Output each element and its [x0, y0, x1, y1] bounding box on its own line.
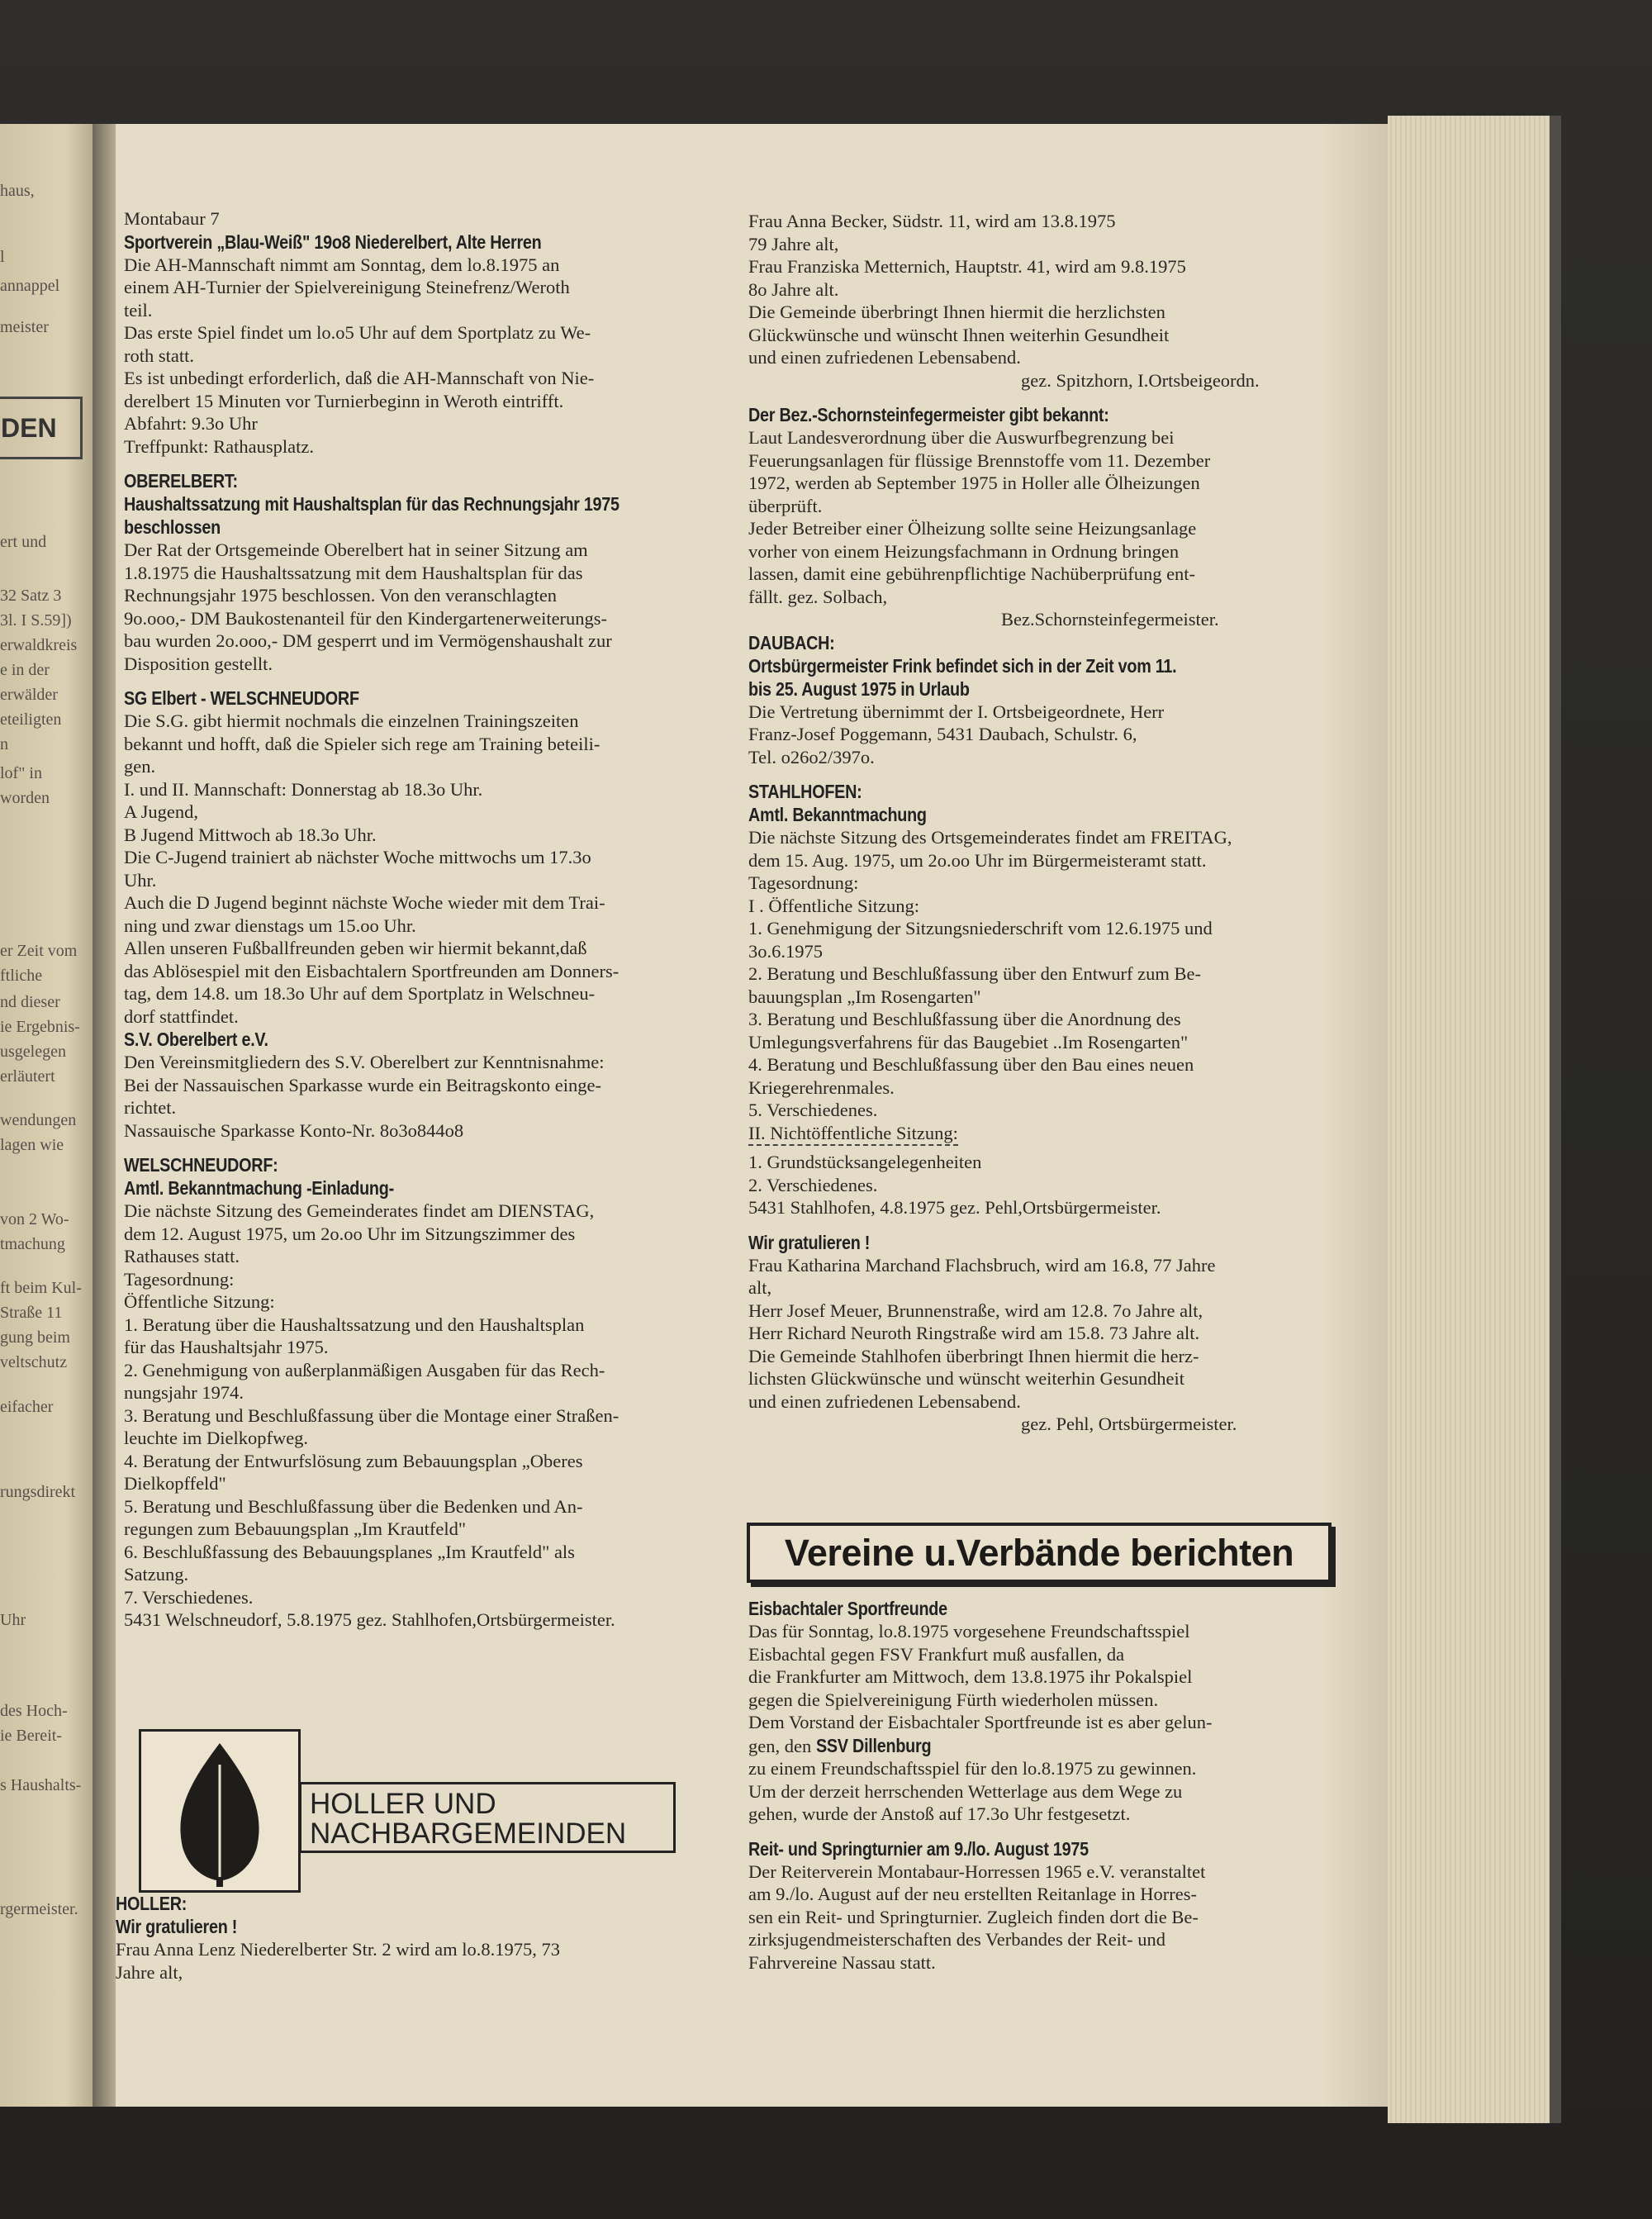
margin-fragment: veltschutz	[0, 1353, 68, 1371]
text-line: gen.	[124, 756, 156, 777]
text-line: leuchte im Dielkopfweg.	[124, 1428, 309, 1448]
text-line: Franz-Josef Poggemann, 5431 Daubach, Schulstr. 6,	[748, 724, 1137, 744]
section-heading: Wir gratulieren !	[116, 1916, 238, 1937]
margin-fragment: ie Ergebnis-	[0, 1018, 80, 1036]
text-line: für das Haushaltsjahr 1975.	[124, 1337, 329, 1357]
leaf-icon	[141, 1732, 298, 1890]
text-line: Herr Richard Neuroth Ringstraße wird am 15.8. 73 Jahre alt.	[748, 1323, 1200, 1343]
section-banner: Vereine u.Verbände berichten	[747, 1523, 1332, 1583]
text-line: Frau Anna Becker, Südstr. 11, wird am 13.8.1975	[748, 211, 1116, 231]
text-line: vorher von einem Heizungsfachmann in Ordnung bringen	[748, 540, 1180, 562]
section-heading: SG Elbert - WELSCHNEUDORF	[124, 687, 359, 709]
text-line: Kriegerehrenmales.	[748, 1076, 895, 1098]
text-line: teil.	[124, 299, 153, 321]
text-fragment: gen, den	[748, 1735, 816, 1756]
margin-fragment: ert und	[0, 533, 47, 551]
margin-fragment: ft beim Kul-	[0, 1279, 82, 1297]
right-column	[748, 210, 1376, 1436]
signature-line: gez. Spitzhorn, I.Ortsbeigeordn.	[1021, 369, 1260, 391]
margin-fragment: erläutert	[0, 1067, 55, 1086]
right-column-lower	[748, 1597, 1376, 1974]
text-line: Dem Vorstand der Eisbachtaler Sportfreunde ist es aber gelun-	[748, 1712, 1213, 1732]
margin-fragment: lagen wie	[0, 1136, 64, 1154]
section-heading: WELSCHNEUDORF:	[124, 1154, 278, 1176]
signature-line: gez. Pehl, Ortsbürgermeister.	[1021, 1414, 1237, 1434]
text-line: fällt. gez. Solbach,	[748, 586, 888, 607]
text-line: Satzung.	[124, 1564, 189, 1585]
text-line: Jeder Betreiber einer Ölheizung sollte seine Heizungsanlage	[748, 518, 1197, 539]
text-line: 3o.6.1975	[748, 940, 823, 962]
section-title-line1: HOLLER UND	[310, 1788, 496, 1820]
text-line: Disposition gestellt.	[124, 653, 273, 674]
text-line: 1. Beratung über die Haushaltssatzung und den Haushaltsplan	[124, 1314, 585, 1335]
margin-fragment: 3l. I S.59])	[0, 611, 72, 630]
spacer	[124, 675, 739, 687]
text-line: A Jugend,	[124, 801, 198, 822]
spacer	[748, 1219, 1376, 1231]
section-heading: Ortsbürgermeister Frink befindet sich in der Zeit vom 11.	[748, 654, 1177, 677]
text-line: Frau Katharina Marchand Flachsbruch, wird am 16.8, 77 Jahre	[748, 1254, 1216, 1276]
spacer	[124, 458, 739, 469]
text-line: Die AH-Mannschaft nimmt am Sonntag, dem lo.8.1975 an	[124, 254, 560, 275]
section-heading: HOLLER:	[116, 1893, 188, 1914]
margin-fragment: Uhr	[0, 1611, 26, 1629]
section-heading: OBERELBERT:	[124, 470, 238, 492]
margin-fragment: ie Bereit-	[0, 1727, 62, 1745]
text-line: Öffentliche Sitzung:	[124, 1291, 275, 1312]
text-line: Laut Landesverordnung über die Auswurfbegrenzung bei	[748, 427, 1175, 448]
text-line: Rechnungsjahr 1975 beschlossen. Von den veranschlagten	[124, 585, 558, 606]
text-line: richtet.	[124, 1097, 177, 1118]
text-line: Dielkopffeld"	[124, 1473, 226, 1494]
margin-fragment: tmachung	[0, 1235, 65, 1253]
text-line: Der Rat der Ortsgemeinde Oberelbert hat in seiner Sitzung am	[124, 539, 588, 560]
margin-fragment: worden	[0, 789, 50, 807]
text-line: derelbert 15 Minuten vor Turnierbeginn in Weroth eintrifft.	[124, 390, 564, 411]
text-line: Nassauische Sparkasse Konto-Nr. 8o3o844o8	[124, 1119, 464, 1141]
section-heading: Wir gratulieren !	[748, 1231, 871, 1253]
text-line: 3. Beratung und Beschlußfassung über die Montage einer Straßen-	[124, 1404, 620, 1426]
text-line: Fahrvereine Nassau statt.	[748, 1951, 936, 1973]
margin-fragment: eifacher	[0, 1398, 54, 1416]
text-line: Die nächste Sitzung des Gemeinderates findet am DIENSTAG,	[124, 1200, 595, 1221]
text-line: 8o Jahre alt.	[748, 278, 839, 300]
text-line: 7. Verschiedenes.	[124, 1586, 254, 1608]
text-line: 4. Beratung der Entwurfslösung zum Bebauungsplan „Oberes	[124, 1450, 583, 1471]
margin-fragment: wendungen	[0, 1111, 77, 1129]
margin-fragment: rgermeister.	[0, 1900, 78, 1918]
section-heading: Der Bez.-Schornsteinfegermeister gibt bekannt:	[748, 404, 1109, 425]
text-line: Den Vereinsmitgliedern des S.V. Oberelbert zur Kenntnisnahme:	[124, 1052, 605, 1072]
section-heading: beschlossen	[124, 516, 221, 538]
text-line: Rathauses statt.	[124, 1246, 240, 1266]
text-line: Die Gemeinde überbringt Ihnen hiermit die herzlichsten	[748, 302, 1165, 322]
margin-fragment: haus,	[0, 182, 35, 200]
margin-fragment: usgelegen	[0, 1043, 66, 1061]
text-line: roth statt.	[124, 344, 194, 366]
margin-fragment: ftliche	[0, 967, 43, 985]
text-line: zu einem Freundschaftsspiel für den lo.8.1975 zu gewinnen.	[748, 1758, 1197, 1779]
margin-fragment: er Zeit vom	[0, 942, 78, 960]
text-line: Die Vertretung übernimmt der I. Ortsbeigeordnete, Herr	[748, 701, 1165, 722]
previous-page-edge	[0, 124, 93, 2107]
section-heading: S.V. Oberelbert e.V.	[124, 1029, 268, 1050]
text-line: Umlegungsverfahrens für das Baugebiet ..Im Rosengarten"	[748, 1031, 1189, 1052]
text-line: Glückwünsche und wünscht Ihnen weiterhin Gesundheit	[748, 324, 1170, 345]
text-line: und einen zufriedenen Lebensabend.	[748, 1390, 1021, 1412]
left-column	[124, 207, 739, 1632]
margin-fragment: lof" in	[0, 764, 42, 782]
text-line: I . Öffentliche Sitzung:	[748, 895, 920, 916]
text-line: Die S.G. gibt hiermit nochmals die einzelnen Trainingszeiten	[124, 710, 579, 731]
text-line: 1.8.1975 die Haushaltssatzung mit dem Haushaltsplan für das	[124, 562, 583, 583]
text-line: Tel. o26o2/397o.	[748, 746, 875, 767]
text-line: tag, dem 14.8. um 18.3o Uhr auf dem Sportplatz in Welschneu-	[124, 983, 596, 1004]
spacer	[748, 768, 1376, 780]
text-line: Der Reiterverein Montabaur-Horressen 1965 e.V. veranstaltet	[748, 1860, 1206, 1882]
section-title-box	[299, 1782, 676, 1853]
section-heading: Reit- und Springturnier am 9./lo. August 1975	[748, 1837, 1089, 1860]
text-line: 2. Verschiedenes.	[748, 1174, 878, 1195]
club-name: SSV Dillenburg	[815, 1734, 932, 1756]
text-line: Das für Sonntag, lo.8.1975 vorgesehene Freundschaftsspiel	[748, 1621, 1190, 1642]
text-line: dem 12. August 1975, um 2o.oo Uhr im Sitzungszimmer des	[124, 1223, 576, 1244]
margin-fragment: erwälder	[0, 686, 58, 704]
text-line: Das erste Spiel findet um lo.o5 Uhr auf dem Sportplatz zu We-	[124, 322, 591, 343]
margin-fragment: eteiligten	[0, 710, 62, 729]
holler-section	[116, 1892, 731, 1984]
text-line: 79 Jahre alt,	[748, 233, 839, 254]
text-line	[748, 1122, 1376, 1147]
text-line: 1972, werden ab September 1975 in Holler alle Ölheizungen	[748, 473, 1200, 493]
text-line: 2. Genehmigung von außerplanmäßigen Ausgaben für das Rech-	[124, 1359, 605, 1380]
text-line: Abfahrt: 9.3o Uhr	[124, 413, 258, 434]
margin-fragment: nd dieser	[0, 993, 60, 1011]
text-line: die Frankfurter am Mittwoch, dem 13.8.1975 ihr Pokalspiel	[748, 1666, 1193, 1687]
text-line: sen ein Reit- und Springturnier. Zugleich finden dort die Be-	[748, 1906, 1199, 1927]
text-line	[748, 1734, 1376, 1758]
text-line: bau wurden 2o.ooo,- DM gesperrt und im Vermögenshaushalt zur	[124, 630, 612, 651]
text-line: Uhr.	[124, 869, 157, 891]
margin-fragment: meister	[0, 318, 49, 336]
margin-fragment: l	[0, 248, 5, 266]
text-line: Die nächste Sitzung des Ortsgemeinderates findet am FREITAG,	[748, 827, 1232, 848]
spacer	[748, 392, 1376, 403]
margin-fragment: e in der	[0, 661, 50, 679]
margin-fragment: gung beim	[0, 1328, 70, 1347]
text-line: Tagesordnung:	[748, 872, 859, 893]
margin-fragment: s Haushalts-	[0, 1776, 82, 1794]
text-line: Allen unseren Fußballfreunden geben wir hiermit bekannt,daß	[124, 938, 587, 958]
margin-fragment: rungsdirekt	[0, 1483, 76, 1501]
text-line: überprüft.	[748, 495, 823, 516]
section-heading: Eisbachtaler Sportfreunde	[748, 1598, 947, 1619]
margin-fragment: erwaldkreis	[0, 636, 78, 654]
text-line: 3. Beratung und Beschlußfassung über die Anordnung des	[748, 1009, 1181, 1029]
text-line: und einen zufriedenen Lebensabend.	[748, 347, 1021, 368]
spacer	[748, 1826, 1376, 1837]
text-line: Die C-Jugend trainiert ab nächster Woche mittwochs um 17.3o	[124, 847, 591, 867]
text-line: 5431 Welschneudorf, 5.8.1975 gez. Stahlhofen,Ortsbürgermeister.	[124, 1609, 615, 1630]
text-line: Montabaur 7	[124, 208, 220, 229]
section-heading: Sportverein „Blau-Weiß" 19o8 Niederelbert, Alte Herren	[124, 230, 542, 253]
text-line: Frau Franziska Metternich, Hauptstr. 41, wird am 9.8.1975	[748, 256, 1186, 277]
margin-fragment: 32 Satz 3	[0, 587, 62, 605]
text-line: Die Gemeinde Stahlhofen überbringt Ihnen hiermit die herz-	[748, 1345, 1199, 1366]
text-line: Auch die D Jugend beginnt nächste Woche wieder mit dem Trai-	[124, 892, 605, 913]
text-line: Treffpunkt: Rathausplatz.	[124, 435, 314, 457]
text-line: am 9./lo. August auf der neu erstellten Reitanlage in Horres-	[748, 1884, 1197, 1904]
text-line: lassen, damit eine gebührenpflichtige Nachüberprüfung ent-	[748, 563, 1196, 584]
text-line: Frau Anna Lenz Niederelberter Str. 2 wird am lo.8.1975, 73	[116, 1939, 560, 1960]
previous-page-box: DEN	[0, 397, 83, 459]
text-line: lichsten Glückwünsche und wünscht weiterhin Gesundheit	[748, 1368, 1185, 1389]
section-title-line2: NACHBARGEMEINDEN	[310, 1817, 627, 1850]
section-heading: DAUBACH:	[748, 631, 835, 653]
text-line: alt,	[748, 1277, 772, 1298]
text-line: nungsjahr 1974.	[124, 1382, 244, 1403]
text-line: 1. Grundstücksangelegenheiten	[748, 1152, 982, 1172]
margin-fragment: von 2 Wo-	[0, 1210, 69, 1228]
text-line: dem 15. Aug. 1975, um 2o.oo Uhr im Bürgermeisteramt statt.	[748, 849, 1207, 871]
text-line: Tagesordnung:	[124, 1268, 235, 1290]
text-line: Herr Josef Meuer, Brunnenstraße, wird am 12.8. 7o Jahre alt,	[748, 1300, 1203, 1321]
text-line: 5. Verschiedenes.	[748, 1100, 878, 1120]
margin-fragment: annappel	[0, 277, 60, 295]
text-line: Es ist unbedingt erforderlich, daß die AH-Mannschaft von Nie-	[124, 368, 595, 388]
text-line: 2. Beratung und Beschlußfassung über den Entwurf zum Be-	[748, 963, 1201, 984]
text-line: 6. Beschlußfassung des Bebauungsplanes „Im Krautfeld" als	[124, 1541, 575, 1562]
text-line: I. und II. Mannschaft: Donnerstag ab 18.3o Uhr.	[124, 778, 483, 800]
book-gutter	[93, 124, 116, 2107]
text-line: ning und zwar dienstags um 15.oo Uhr.	[124, 915, 416, 936]
text-line: Eisbachtal gegen FSV Frankfurt muß ausfallen, da	[748, 1643, 1125, 1665]
text-line: 4. Beratung und Beschlußfassung über den Bau eines neuen	[748, 1054, 1194, 1075]
text-line: zirksjugendmeisterschaften des Verbandes der Reit- und	[748, 1929, 1166, 1950]
section-heading: Haushaltssatzung mit Haushaltsplan für das Rechnungsjahr 1975	[124, 493, 620, 515]
text-line: Um der derzeit herrschenden Wetterlage aus dem Wege zu	[748, 1780, 1183, 1802]
text-line: Feuerungsanlagen für flüssige Brennstoffe vom 11. Dezember	[748, 449, 1211, 471]
margin-fragment: Straße 11	[0, 1304, 63, 1322]
text-line: Bei der Nassauischen Sparkasse wurde ein Beitragskonto einge-	[124, 1074, 601, 1095]
section-heading: Amtl. Bekanntmachung -Einladung-	[124, 1177, 394, 1199]
underlined-text: II. Nichtöffentliche Sitzung:	[748, 1122, 958, 1147]
text-line: bekannt und hofft, daß die Spieler sich rege am Training beteili-	[124, 733, 601, 754]
text-line: 5. Beratung und Beschlußfassung über die Bedenken und An-	[124, 1495, 583, 1517]
text-line: 5431 Stahlhofen, 4.8.1975 gez. Pehl,Ortsbürgermeister.	[748, 1197, 1161, 1218]
text-line: Jahre alt,	[116, 1961, 183, 1983]
section-heading: bis 25. August 1975 in Urlaub	[748, 677, 970, 700]
margin-fragment: des Hoch-	[0, 1702, 68, 1720]
signature-line: Bez.Schornsteinfegermeister.	[1001, 609, 1219, 630]
text-line: regungen zum Bebauungsplan „Im Krautfeld"	[124, 1518, 467, 1539]
page-stack-edges	[1388, 116, 1561, 2123]
text-line: gehen, wurde der Anstoß auf 17.3o Uhr festgesetzt.	[748, 1803, 1131, 1824]
text-line: 1. Genehmigung der Sitzungsniederschrift vom 12.6.1975 und	[748, 918, 1213, 938]
text-line: 9o.ooo,- DM Baukostenanteil für den Kindergartenerweiterungs-	[124, 607, 608, 629]
section-heading: Amtl. Bekanntmachung	[748, 804, 927, 825]
text-line: dorf stattfindet.	[124, 1005, 239, 1027]
margin-fragment: n	[0, 735, 8, 753]
text-line: das Ablösespiel mit den Eisbachtalern Sportfreunden am Donners-	[124, 960, 620, 981]
text-line: B Jugend Mittwoch ab 18.3o Uhr.	[124, 824, 377, 845]
leaf-logo	[139, 1729, 301, 1893]
spacer	[124, 1142, 739, 1153]
section-heading: STAHLHOFEN:	[748, 781, 862, 802]
text-line: einem AH-Turnier der Spielvereinigung Steinefrenz/Weroth	[124, 277, 570, 297]
text-line: gegen die Spielvereinigung Fürth wiederholen müssen.	[748, 1689, 1159, 1710]
text-line: bauungsplan „Im Rosengarten"	[748, 986, 981, 1007]
